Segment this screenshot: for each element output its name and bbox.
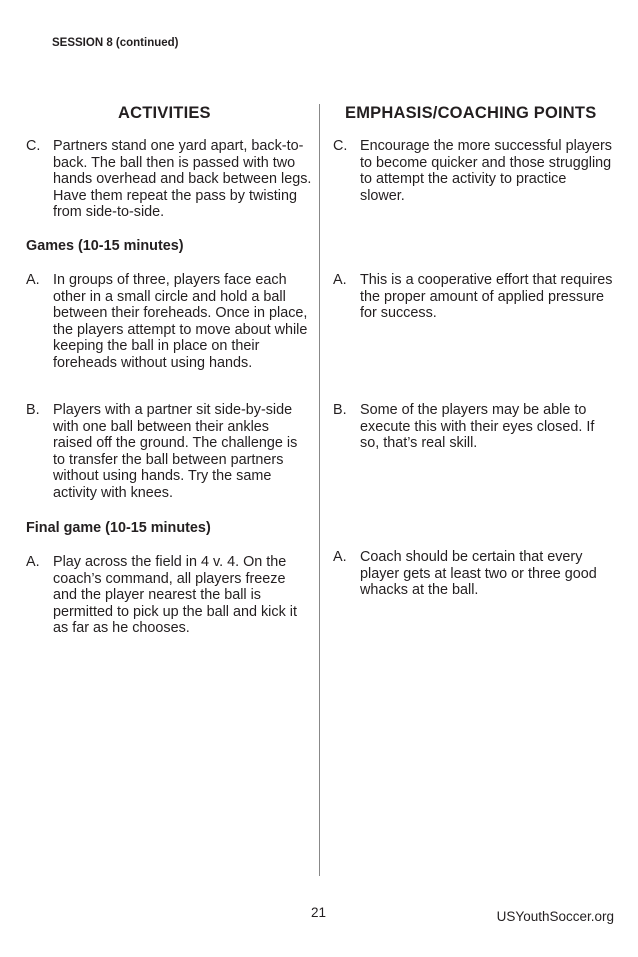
item-letter: A. (26, 272, 40, 288)
item-text: This is a cooperative effort that requires the proper amount of applied pressure for success. (360, 272, 613, 322)
activity-games-b (26, 402, 312, 502)
activities-heading: ACTIVITIES (118, 104, 211, 122)
activity-games-a (26, 272, 312, 372)
coaching-c (333, 138, 613, 204)
item-letter: A. (333, 549, 347, 565)
item-text: Play across the field in 4 v. 4. On the coach’s command, all players freeze and the player nearest the ball is permitted to pick up the ball and kick it as far as he chooses. (53, 554, 297, 637)
item-text: Coach should be certain that every player gets at least two or three good whacks at the ball. (360, 549, 597, 599)
coaching-games-a (333, 272, 613, 322)
coaching-games-b (333, 402, 613, 452)
item-letter: A. (333, 272, 347, 288)
item-text: In groups of three, players face each other in a small circle and hold a ball between their foreheads. Once in place, the players attempt to move about while keeping the ball in place on their foreheads without using hands. (53, 272, 308, 371)
item-text: Encourage the more successful players to become quicker and those struggling to attempt the activity to practice slower. (360, 138, 612, 204)
activity-c (26, 138, 312, 221)
coaching-points-heading: EMPHASIS/COACHING POINTS (345, 104, 597, 122)
item-letter: B. (333, 402, 347, 418)
final-game-heading: Final game (10-15 minutes) (26, 520, 211, 536)
item-letter: B. (26, 402, 40, 418)
item-text: Partners stand one yard apart, back-to-back. The ball then is passed with two hands overhead and back between legs. Have them repeat the pass by twisting from side-to-side. (53, 138, 312, 221)
item-letter: C. (26, 138, 41, 154)
website-label: USYouthSoccer.org (496, 909, 614, 924)
activity-final-a (26, 554, 312, 637)
item-text: Players with a partner sit side-by-side with one ball between their ankles raised off the ground. The challenge is to transfer the ball between partners without using hands. Try the same activity with knees. (53, 402, 298, 501)
coaching-final-a (333, 549, 613, 599)
session-label: SESSION 8 (continued) (52, 37, 179, 49)
item-text: Some of the players may be able to execute this with their eyes closed. If so, that’s real skill. (360, 402, 595, 452)
games-heading: Games (10-15 minutes) (26, 238, 184, 254)
item-letter: A. (26, 554, 40, 570)
page-number: 21 (311, 905, 327, 920)
column-divider (319, 104, 320, 876)
item-letter: C. (333, 138, 348, 154)
